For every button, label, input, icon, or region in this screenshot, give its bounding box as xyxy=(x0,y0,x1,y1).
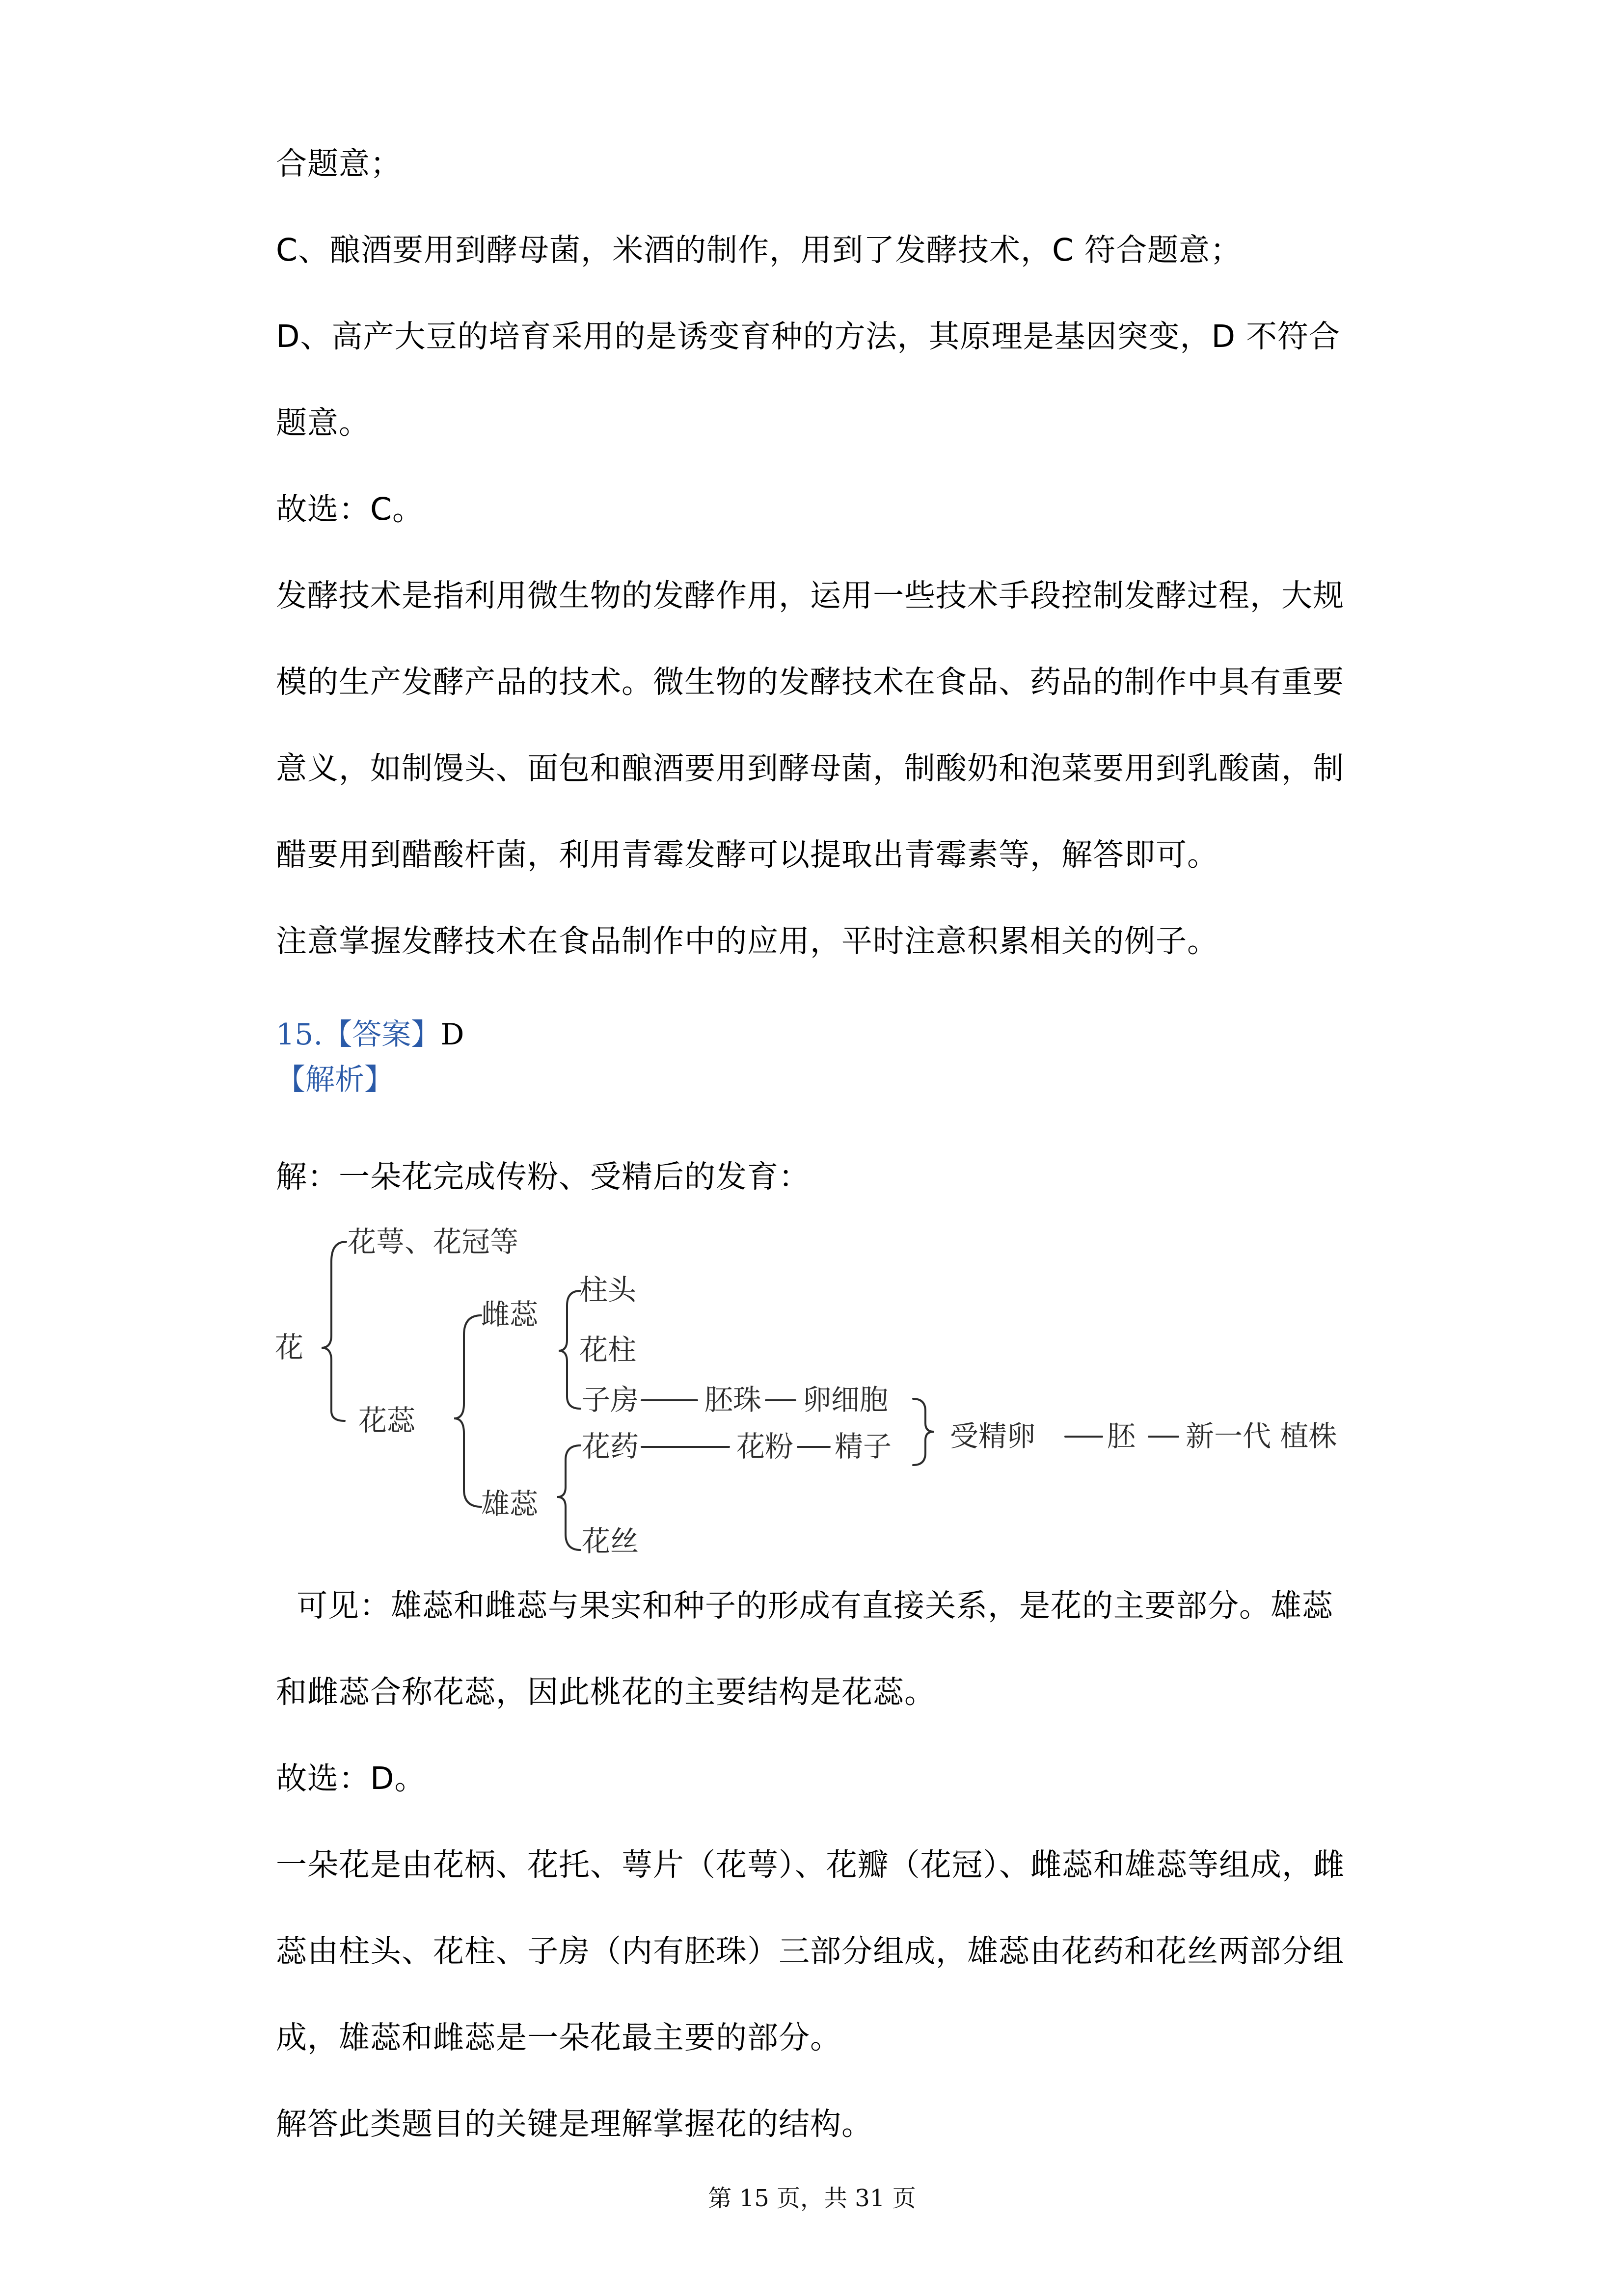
node-stamen: 雄蕊 xyxy=(481,1487,539,1521)
q14-choice: 故选：C。 xyxy=(276,491,424,527)
node-stigma: 柱头 xyxy=(579,1273,637,1307)
q15-answer-heading xyxy=(276,1015,464,1054)
q15-note: 解答此类题目的关键是理解掌握花的结构。 xyxy=(276,2106,873,2142)
node-ovule: 胚珠 xyxy=(704,1383,762,1416)
node-filament: 花丝 xyxy=(582,1524,639,1558)
q15-answer-letter: D xyxy=(440,1017,464,1052)
node-sperm: 精子 xyxy=(835,1430,892,1463)
q15-conclusion: 可见：雄蕊和雌蕊与果实和种子的形成有直接关系，是花的主要部分。雄蕊和雌蕊合称花蕊，因此桃花的主要结构是花蕊。 xyxy=(276,1588,1334,1710)
node-anther: 花药 xyxy=(582,1430,639,1463)
node-ovary: 子房 xyxy=(582,1383,639,1416)
brace-flower xyxy=(322,1242,346,1421)
node-fertilized-egg: 受精卵 xyxy=(950,1419,1036,1453)
flower-development-diagram xyxy=(265,1212,1365,1566)
q14-continuation: 合题意； xyxy=(276,146,402,182)
node-style: 花柱 xyxy=(579,1333,637,1366)
node-embryo: 胚 xyxy=(1107,1419,1136,1453)
q14-note: 注意掌握发酵技术在食品制作中的应用，平时注意积累相关的例子。 xyxy=(276,923,1218,959)
q15-intro: 解：一朵花完成传粉、受精后的发育： xyxy=(276,1159,810,1195)
node-new-plant: 新一代 植株 xyxy=(1186,1419,1337,1453)
q15-choice: 故选：D。 xyxy=(276,1761,426,1796)
node-pollen: 花粉 xyxy=(736,1430,794,1463)
q14-explanation: 发酵技术是指利用微生物的发酵作用，运用一些技术手段控制发酵过程，大规模的生产发酵产品的技术。微生物的发酵技术在食品、药品的制作中具有重要意义，如制馒头、面包和酿酒要用到酵母菌，制酸奶和泡菜要用到乳酸菌，制醋要用到醋酸杆菌，利用青霉发酵可以提取出青霉素等，解答即可。 xyxy=(276,578,1344,873)
q15-analysis-heading: 【解析】 xyxy=(276,1063,394,1097)
brace-stamen xyxy=(557,1445,580,1550)
node-sepal-corolla: 花萼、花冠等 xyxy=(348,1225,519,1258)
brace-fertilization xyxy=(913,1399,934,1465)
q15-answer-label: 15.【答案】 xyxy=(276,1017,441,1052)
node-egg-cell: 卵细胞 xyxy=(803,1383,889,1416)
q15-explanation: 一朵花是由花柄、花托、萼片（花萼）、花瓣（花冠）、雌蕊和雄蕊等组成，雌蕊由柱头、花柱、子房（内有胚珠）三部分组成，雄蕊由花药和花丝两部分组成，雄蕊和雌蕊是一朵花最主要的部分。 xyxy=(276,1847,1345,2056)
node-stamen-pistil: 花蕊 xyxy=(358,1404,416,1437)
page-footer: 第 15 页，共 31 页 xyxy=(708,2185,916,2212)
node-pistil: 雌蕊 xyxy=(481,1298,539,1331)
q14-option-d: D、高产大豆的培育采用的是诱变育种的方法，其原理是基因突变，D 不符合题意。 xyxy=(276,319,1341,441)
brace-stamen-pistil xyxy=(454,1315,481,1507)
node-flower: 花 xyxy=(275,1331,304,1364)
q14-option-c: C、酿酒要用到酵母菌，米酒的制作，用到了发酵技术，C 符合题意； xyxy=(276,232,1242,268)
brace-pistil xyxy=(559,1291,580,1409)
